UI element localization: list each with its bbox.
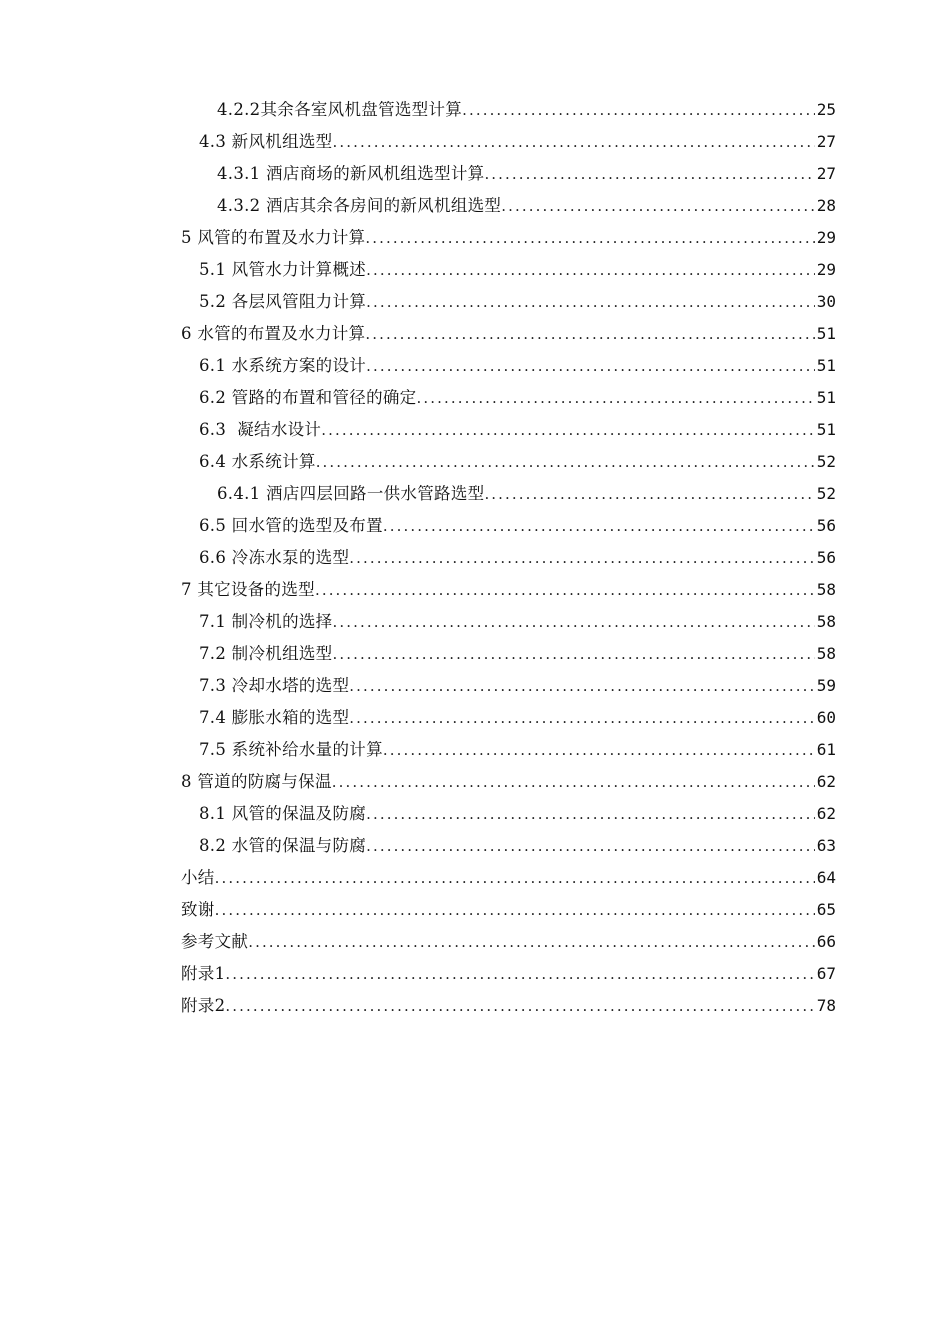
toc-page-number: 67 xyxy=(816,964,836,983)
toc-page-number: 52 xyxy=(816,484,836,503)
toc-entry[interactable] xyxy=(199,446,836,478)
toc-leader-dots xyxy=(215,862,815,894)
toc-page-number: 63 xyxy=(816,836,836,855)
toc-entry-title: 小结 xyxy=(181,868,215,887)
toc-leader-dots xyxy=(349,702,814,734)
toc-page-number: 52 xyxy=(816,452,836,471)
toc-leader-dots xyxy=(365,222,814,254)
toc-leader-dots xyxy=(349,542,814,574)
toc-leader-dots xyxy=(366,350,815,382)
toc-entry-title: 8.1 风管的保温及防腐 xyxy=(199,804,367,823)
toc-entry-title: 4.3 新风机组选型 xyxy=(199,132,333,151)
toc-entry-title: 6.6 冷冻水泵的选型 xyxy=(199,548,350,567)
toc-leader-dots xyxy=(462,94,815,126)
toc-entry[interactable] xyxy=(217,158,836,190)
toc-page-number: 51 xyxy=(816,388,836,407)
toc-leader-dots xyxy=(366,798,815,830)
toc-page-number: 27 xyxy=(816,132,836,151)
toc-leader-dots xyxy=(315,574,815,606)
toc-entry-title: 6 水管的布置及水力计算 xyxy=(181,324,366,343)
toc-leader-dots xyxy=(321,414,815,446)
toc-leader-dots xyxy=(225,990,814,1022)
toc-entry[interactable] xyxy=(199,350,836,382)
toc-entry[interactable] xyxy=(199,542,836,574)
toc-page-number: 64 xyxy=(816,868,836,887)
toc-page-number: 27 xyxy=(816,164,836,183)
toc-leader-dots xyxy=(417,382,815,414)
toc-entry[interactable] xyxy=(217,190,836,222)
toc-entry[interactable] xyxy=(199,670,836,702)
toc-entry-title: 4.3.1 酒店商场的新风机组选型计算 xyxy=(217,164,485,183)
toc-entry-title: 6.3 凝结水设计 xyxy=(199,420,322,439)
toc-leader-dots xyxy=(333,126,815,158)
toc-leader-dots xyxy=(316,446,815,478)
toc-page-number: 30 xyxy=(816,292,836,311)
toc-leader-dots xyxy=(484,158,814,190)
toc-leader-dots xyxy=(225,958,814,990)
toc-entry-title: 6.4.1 酒店四层回路一供水管路选型 xyxy=(217,484,485,503)
toc-page-number: 58 xyxy=(816,580,836,599)
toc-page-number: 51 xyxy=(816,356,836,375)
toc-entry-title: 8 管道的防腐与保温 xyxy=(181,772,332,791)
toc-entry-title: 致谢 xyxy=(181,900,215,919)
toc-leader-dots xyxy=(484,478,814,510)
toc-entry-title: 6.1 水系统方案的设计 xyxy=(199,356,367,375)
toc-entry[interactable] xyxy=(199,830,836,862)
toc-entry-title: 5 风管的布置及水力计算 xyxy=(181,228,366,247)
toc-entry[interactable] xyxy=(199,638,836,670)
toc-entry[interactable] xyxy=(181,766,836,798)
toc-entry-title: 7 其它设备的选型 xyxy=(181,580,315,599)
toc-leader-dots xyxy=(501,190,815,222)
toc-leader-dots xyxy=(333,638,815,670)
toc-entry[interactable] xyxy=(199,382,836,414)
toc-leader-dots xyxy=(248,926,815,958)
toc-leader-dots xyxy=(366,286,815,318)
toc-page-number: 65 xyxy=(816,900,836,919)
toc-page-number: 58 xyxy=(816,612,836,631)
toc-leader-dots xyxy=(366,254,815,286)
toc-page-number: 62 xyxy=(816,804,836,823)
toc-leader-dots xyxy=(366,830,815,862)
toc-leader-dots xyxy=(332,766,815,798)
toc-entry[interactable] xyxy=(217,94,836,126)
toc-entry[interactable] xyxy=(199,702,836,734)
toc-leader-dots xyxy=(333,606,815,638)
toc-entry[interactable] xyxy=(181,926,836,958)
toc-entry[interactable] xyxy=(199,798,836,830)
toc-page-number: 29 xyxy=(816,260,836,279)
toc-page-number: 60 xyxy=(816,708,836,727)
toc-entry-title: 4.3.2 酒店其余各房间的新风机组选型 xyxy=(217,196,502,215)
toc-page-number: 28 xyxy=(816,196,836,215)
toc-page-number: 61 xyxy=(816,740,836,759)
toc-page-number: 56 xyxy=(816,548,836,567)
toc-leader-dots xyxy=(365,318,814,350)
toc-entry[interactable] xyxy=(199,126,836,158)
toc-entry-title: 附录1 xyxy=(181,964,226,983)
toc-entry[interactable] xyxy=(181,894,836,926)
toc-entry-title: 6.2 管路的布置和管径的确定 xyxy=(199,388,417,407)
toc-entry-title: 7.2 制冷机组选型 xyxy=(199,644,333,663)
toc-entry[interactable] xyxy=(199,734,836,766)
toc-entry-title: 7.4 膨胀水箱的选型 xyxy=(199,708,350,727)
toc-page-number: 51 xyxy=(816,420,836,439)
toc-entry[interactable] xyxy=(181,318,836,350)
toc-page-number: 56 xyxy=(816,516,836,535)
toc-page-number: 62 xyxy=(816,772,836,791)
toc-leader-dots xyxy=(383,734,815,766)
toc-entry-title: 4.2.2其余各室风机盘管选型计算 xyxy=(217,100,463,119)
toc-entry-title: 参考文献 xyxy=(181,932,249,951)
toc-entry[interactable] xyxy=(199,286,836,318)
toc-entry-title: 附录2 xyxy=(181,996,226,1015)
toc-page-number: 59 xyxy=(816,676,836,695)
toc-entry-title: 7.5 系统补给水量的计算 xyxy=(199,740,383,759)
toc-entry-title: 6.4 水系统计算 xyxy=(199,452,316,471)
toc-page-number: 51 xyxy=(816,324,836,343)
toc-entry[interactable] xyxy=(181,574,836,606)
toc-entry[interactable] xyxy=(199,606,836,638)
toc-page-number: 78 xyxy=(816,996,836,1015)
toc-entry[interactable] xyxy=(199,254,836,286)
toc-entry[interactable] xyxy=(181,222,836,254)
toc-entry-title: 6.5 回水管的选型及布置 xyxy=(199,516,383,535)
toc-entry-title: 7.1 制冷机的选择 xyxy=(199,612,333,631)
toc-entry-title: 5.1 风管水力计算概述 xyxy=(199,260,367,279)
toc-entry-title: 5.2 各层风管阻力计算 xyxy=(199,292,367,311)
toc-leader-dots xyxy=(349,670,814,702)
toc-page-number: 58 xyxy=(816,644,836,663)
toc-page-number: 66 xyxy=(816,932,836,951)
toc-entry[interactable] xyxy=(199,414,836,446)
toc-leader-dots xyxy=(383,510,815,542)
toc-entry[interactable] xyxy=(181,958,836,990)
toc-entry[interactable] xyxy=(199,510,836,542)
toc-page-number: 25 xyxy=(816,100,836,119)
toc-entry[interactable] xyxy=(181,990,836,1022)
toc-entry-title: 8.2 水管的保温与防腐 xyxy=(199,836,367,855)
toc-entry-title: 7.3 冷却水塔的选型 xyxy=(199,676,350,695)
toc-page-number: 29 xyxy=(816,228,836,247)
toc-leader-dots xyxy=(215,894,815,926)
toc-entry[interactable] xyxy=(217,478,836,510)
toc-entry[interactable] xyxy=(181,862,836,894)
